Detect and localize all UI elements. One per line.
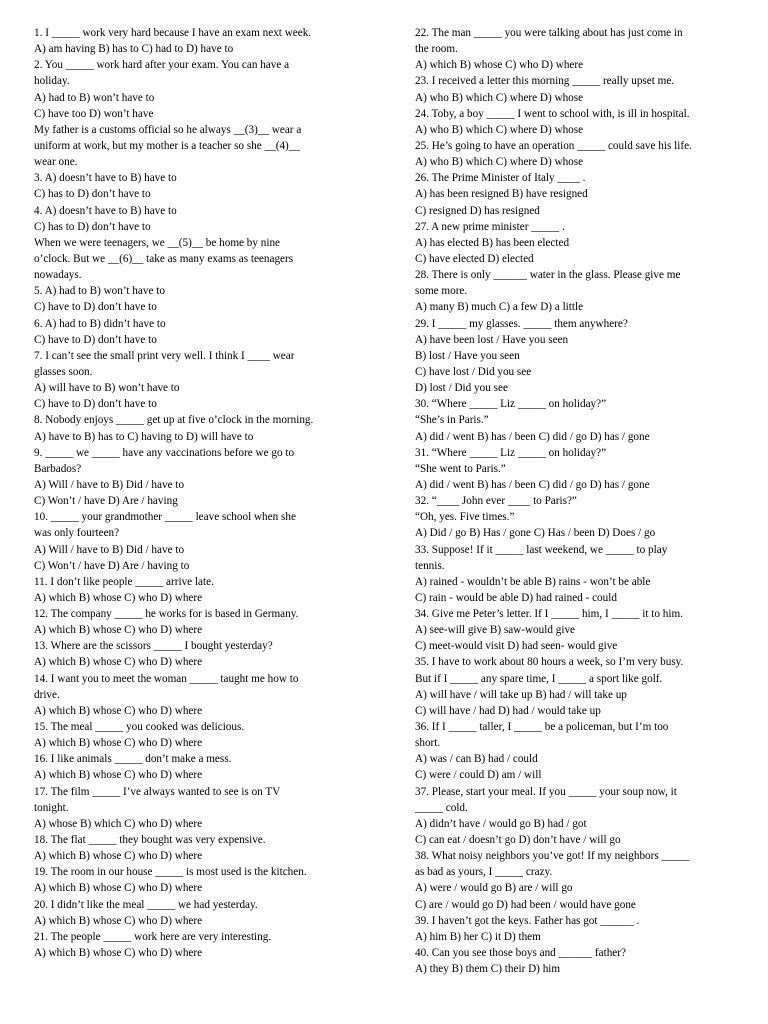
text-line: A) which B) whose C) who D) where	[34, 591, 203, 604]
text-line: C) rain - would be able D) had rained - could	[415, 591, 617, 604]
text-line: C) have to D) don’t have to	[34, 333, 157, 346]
text-line: A) which B) whose C) who D) where	[34, 704, 203, 717]
text-line: C) have too D) won’t have	[34, 107, 154, 120]
text-line: 16. I like animals _____ don’t make a mess.	[34, 753, 232, 766]
text-line: 34. Give me Peter’s letter. If I _____ him, I _____ it to him.	[415, 608, 683, 621]
text-line: as bad as yours, I _____ crazy.	[415, 866, 553, 879]
text-line: 13. Where are the scissors _____ I bought yesterday?	[34, 640, 273, 653]
text-line: A) which B) whose C) who D) where	[34, 737, 203, 750]
text-line: C) resigned D) has resigned	[415, 204, 540, 217]
text-line: 7. I can’t see the small print very well. I think I ____ wear	[34, 349, 295, 362]
text-line: A) see-will give B) saw-would give	[415, 624, 576, 637]
text-line: _____ cold.	[415, 801, 468, 814]
text-line: C) have to D) don’t have to	[34, 398, 157, 411]
text-line: 35. I have to work about 80 hours a week, so I’m very busy.	[415, 656, 684, 669]
left-column	[34, 25, 364, 961]
text-line: 5. A) had to B) won’t have to	[34, 285, 165, 298]
text-line: When we were teenagers, we __(5)__ be home by nine	[34, 236, 281, 249]
text-line: A) many B) much C) a few D) a little	[415, 301, 584, 314]
text-line: Barbados?	[34, 462, 82, 475]
text-line: 37. Please, start your meal. If you _____ your soup now, it	[415, 785, 677, 798]
text-line: “She went to Paris.”	[415, 462, 506, 475]
right-column	[415, 25, 741, 977]
text-line: A) which B) whose C) who D) where	[34, 850, 203, 863]
text-line: 32. “____ John ever ____ to Paris?”	[415, 495, 577, 508]
text-line: o’clock. But we __(6)__ take as many exams as teenagers	[34, 252, 294, 265]
text-line: drive.	[34, 688, 60, 701]
text-line: the room.	[415, 43, 458, 56]
text-line: C) Won’t / have D) Are / having	[34, 495, 178, 508]
text-line: A) have to B) has to C) having to D) will have to	[34, 430, 254, 443]
text-line: 1. I _____ work very hard because I have an exam next week.	[34, 27, 312, 39]
text-line: 30. “Where _____ Liz _____ on holiday?”	[415, 398, 607, 411]
text-line: C) have to D) don’t have to	[34, 301, 157, 314]
text-line: A) has elected B) has been elected	[415, 236, 570, 249]
text-line: some more.	[415, 285, 468, 298]
text-line: “She’s in Paris.”	[415, 414, 489, 427]
text-line: was only fourteen?	[34, 527, 120, 540]
text-line: 25. He’s going to have an operation _____ could save his life.	[415, 139, 692, 152]
text-line: A) were / would go B) are / will go	[415, 882, 573, 895]
text-line: B) lost / Have you seen	[415, 349, 520, 362]
text-line: 21. The people _____ work here are very interesting.	[34, 930, 272, 943]
text-line: 23. I received a letter this morning _____ really upset me.	[415, 75, 675, 88]
text-line: A) did / went B) has / been C) did / go D) has / gone	[415, 430, 650, 443]
text-line: A) which B) whose C) who D) where	[415, 59, 584, 72]
text-line: A) who B) which C) where D) whose	[415, 156, 584, 169]
text-line: C) have lost / Did you see	[415, 365, 532, 378]
text-line: A) have been lost / Have you seen	[415, 333, 569, 346]
text-line: 11. I don’t like people _____ arrive late.	[34, 575, 214, 588]
text-line: holiday.	[34, 75, 70, 88]
text-line: A) him B) her C) it D) them	[415, 930, 541, 943]
text-line: 8. Nobody enjoys _____ get up at five o’clock in the morning.	[34, 414, 314, 427]
text-line: A) Did / go B) Has / gone C) Has / been D) Does / go	[415, 527, 656, 540]
text-line: 18. The flat _____ they bought was very expensive.	[34, 834, 266, 847]
text-line: 38. What noisy neighbors you’ve got! If my neighbors _____	[415, 850, 690, 863]
text-line: wear one.	[34, 156, 78, 169]
text-line: 12. The company _____ he works for is based in Germany.	[34, 608, 299, 621]
text-line: C) can eat / doesn’t go D) don’t have / will go	[415, 834, 621, 847]
text-line: 10. _____ your grandmother _____ leave school when she	[34, 511, 296, 524]
text-line: A) will have / will take up B) had / will take up	[415, 688, 627, 701]
text-line: 4. A) doesn’t have to B) have to	[34, 204, 177, 217]
text-line: A) Will / have to B) Did / have to	[34, 478, 185, 491]
text-line: 17. The film _____ I’ve always wanted to see is on TV	[34, 785, 281, 798]
text-line: 36. If I _____ taller, I _____ be a policeman, but I’m too	[415, 721, 669, 734]
text-line: A) was / can B) had / could	[415, 753, 538, 766]
text-line: uniform at work, but my mother is a teacher so she __(4)__	[34, 139, 300, 152]
text-line: 3. A) doesn’t have to B) have to	[34, 172, 177, 185]
text-line: C) are / would go D) had been / would have gone	[415, 898, 636, 911]
text-line: A) will have to B) won’t have to	[34, 382, 180, 395]
text-line: A) which B) whose C) who D) where	[34, 914, 203, 927]
text-line: 28. There is only ______ water in the glass. Please give me	[415, 269, 681, 282]
text-line: 22. The man _____ you were talking about has just come in	[415, 27, 683, 39]
text-line: C) meet-would visit D) had seen- would give	[415, 640, 618, 653]
text-line: A) which B) whose C) who D) where	[34, 656, 203, 669]
text-line: 20. I didn’t like the meal _____ we had yesterday.	[34, 898, 258, 911]
text-line: 15. The meal _____ you cooked was delicious.	[34, 721, 245, 734]
text-line: C) has to D) don’t have to	[34, 220, 151, 233]
text-line: 19. The room in our house _____ is most used is the kitchen.	[34, 866, 307, 879]
text-line: 14. I want you to meet the woman _____ taught me how to	[34, 672, 299, 685]
text-line: 26. The Prime Minister of Italy ____ .	[415, 172, 586, 185]
text-line: A) rained - wouldn’t be able B) rains - won’t be able	[415, 575, 651, 588]
text-line: A) which B) whose C) who D) where	[34, 769, 203, 782]
text-line: A) Will / have to B) Did / have to	[34, 543, 185, 556]
text-line: tonight.	[34, 801, 69, 814]
text-line: nowadays.	[34, 269, 82, 282]
text-line: “Oh, yes. Five times.”	[415, 511, 515, 524]
text-line: 39. I haven’t got the keys. Father has got ______ .	[415, 914, 640, 927]
text-line: C) has to D) don’t have to	[34, 188, 151, 201]
text-line: tennis.	[415, 559, 445, 572]
text-line: 2. You _____ work hard after your exam. You can have a	[34, 59, 290, 72]
text-line: C) were / could D) am / will	[415, 769, 542, 782]
text-line: A) didn’t have / would go B) had / got	[415, 817, 587, 830]
text-line: 6. A) had to B) didn’t have to	[34, 317, 166, 330]
text-line: 33. Suppose! If it _____ last weekend, we _____ to play	[415, 543, 668, 556]
text-line: 29. I _____ my glasses. _____ them anywhere?	[415, 317, 628, 330]
text-line: C) have elected D) elected	[415, 252, 534, 265]
text-line: A) did / went B) has / been C) did / go D) has / gone	[415, 478, 650, 491]
text-line: 40. Can you see those boys and ______ father?	[415, 947, 626, 960]
text-line: A) which B) whose C) who D) where	[34, 947, 203, 960]
text-line: C) Won’t / have D) Are / having to	[34, 559, 190, 572]
text-line: A) they B) them C) their D) him	[415, 963, 561, 976]
text-line: 27. A new prime minister _____ .	[415, 220, 565, 233]
text-line: A) has been resigned B) have resigned	[415, 188, 588, 201]
text-line: 9. _____ we _____ have any vaccinations before we go to	[34, 446, 295, 459]
text-line: short.	[415, 737, 441, 750]
text-line: A) had to B) won’t have to	[34, 91, 155, 104]
text-line: 24. Toby, a boy _____ I went to school with, is ill in hospital.	[415, 107, 690, 120]
text-line: glasses soon.	[34, 365, 93, 378]
text-line: A) who B) which C) where D) whose	[415, 91, 584, 104]
text-line: A) whose B) which C) who D) where	[34, 817, 203, 830]
text-line: D) lost / Did you see	[415, 382, 508, 395]
text-line: A) who B) which C) where D) whose	[415, 123, 584, 136]
text-line: But if I _____ any spare time, I _____ a sport like golf.	[415, 672, 663, 685]
text-line: A) which B) whose C) who D) where	[34, 624, 203, 637]
text-line: A) am having B) has to C) had to D) have to	[34, 43, 234, 56]
text-line: My father is a customs official so he always __(3)__ wear a	[34, 123, 302, 136]
text-line: 31. “Where _____ Liz _____ on holiday?”	[415, 446, 607, 459]
text-line: C) will have / had D) had / would take up	[415, 704, 601, 717]
text-line: A) which B) whose C) who D) where	[34, 882, 203, 895]
